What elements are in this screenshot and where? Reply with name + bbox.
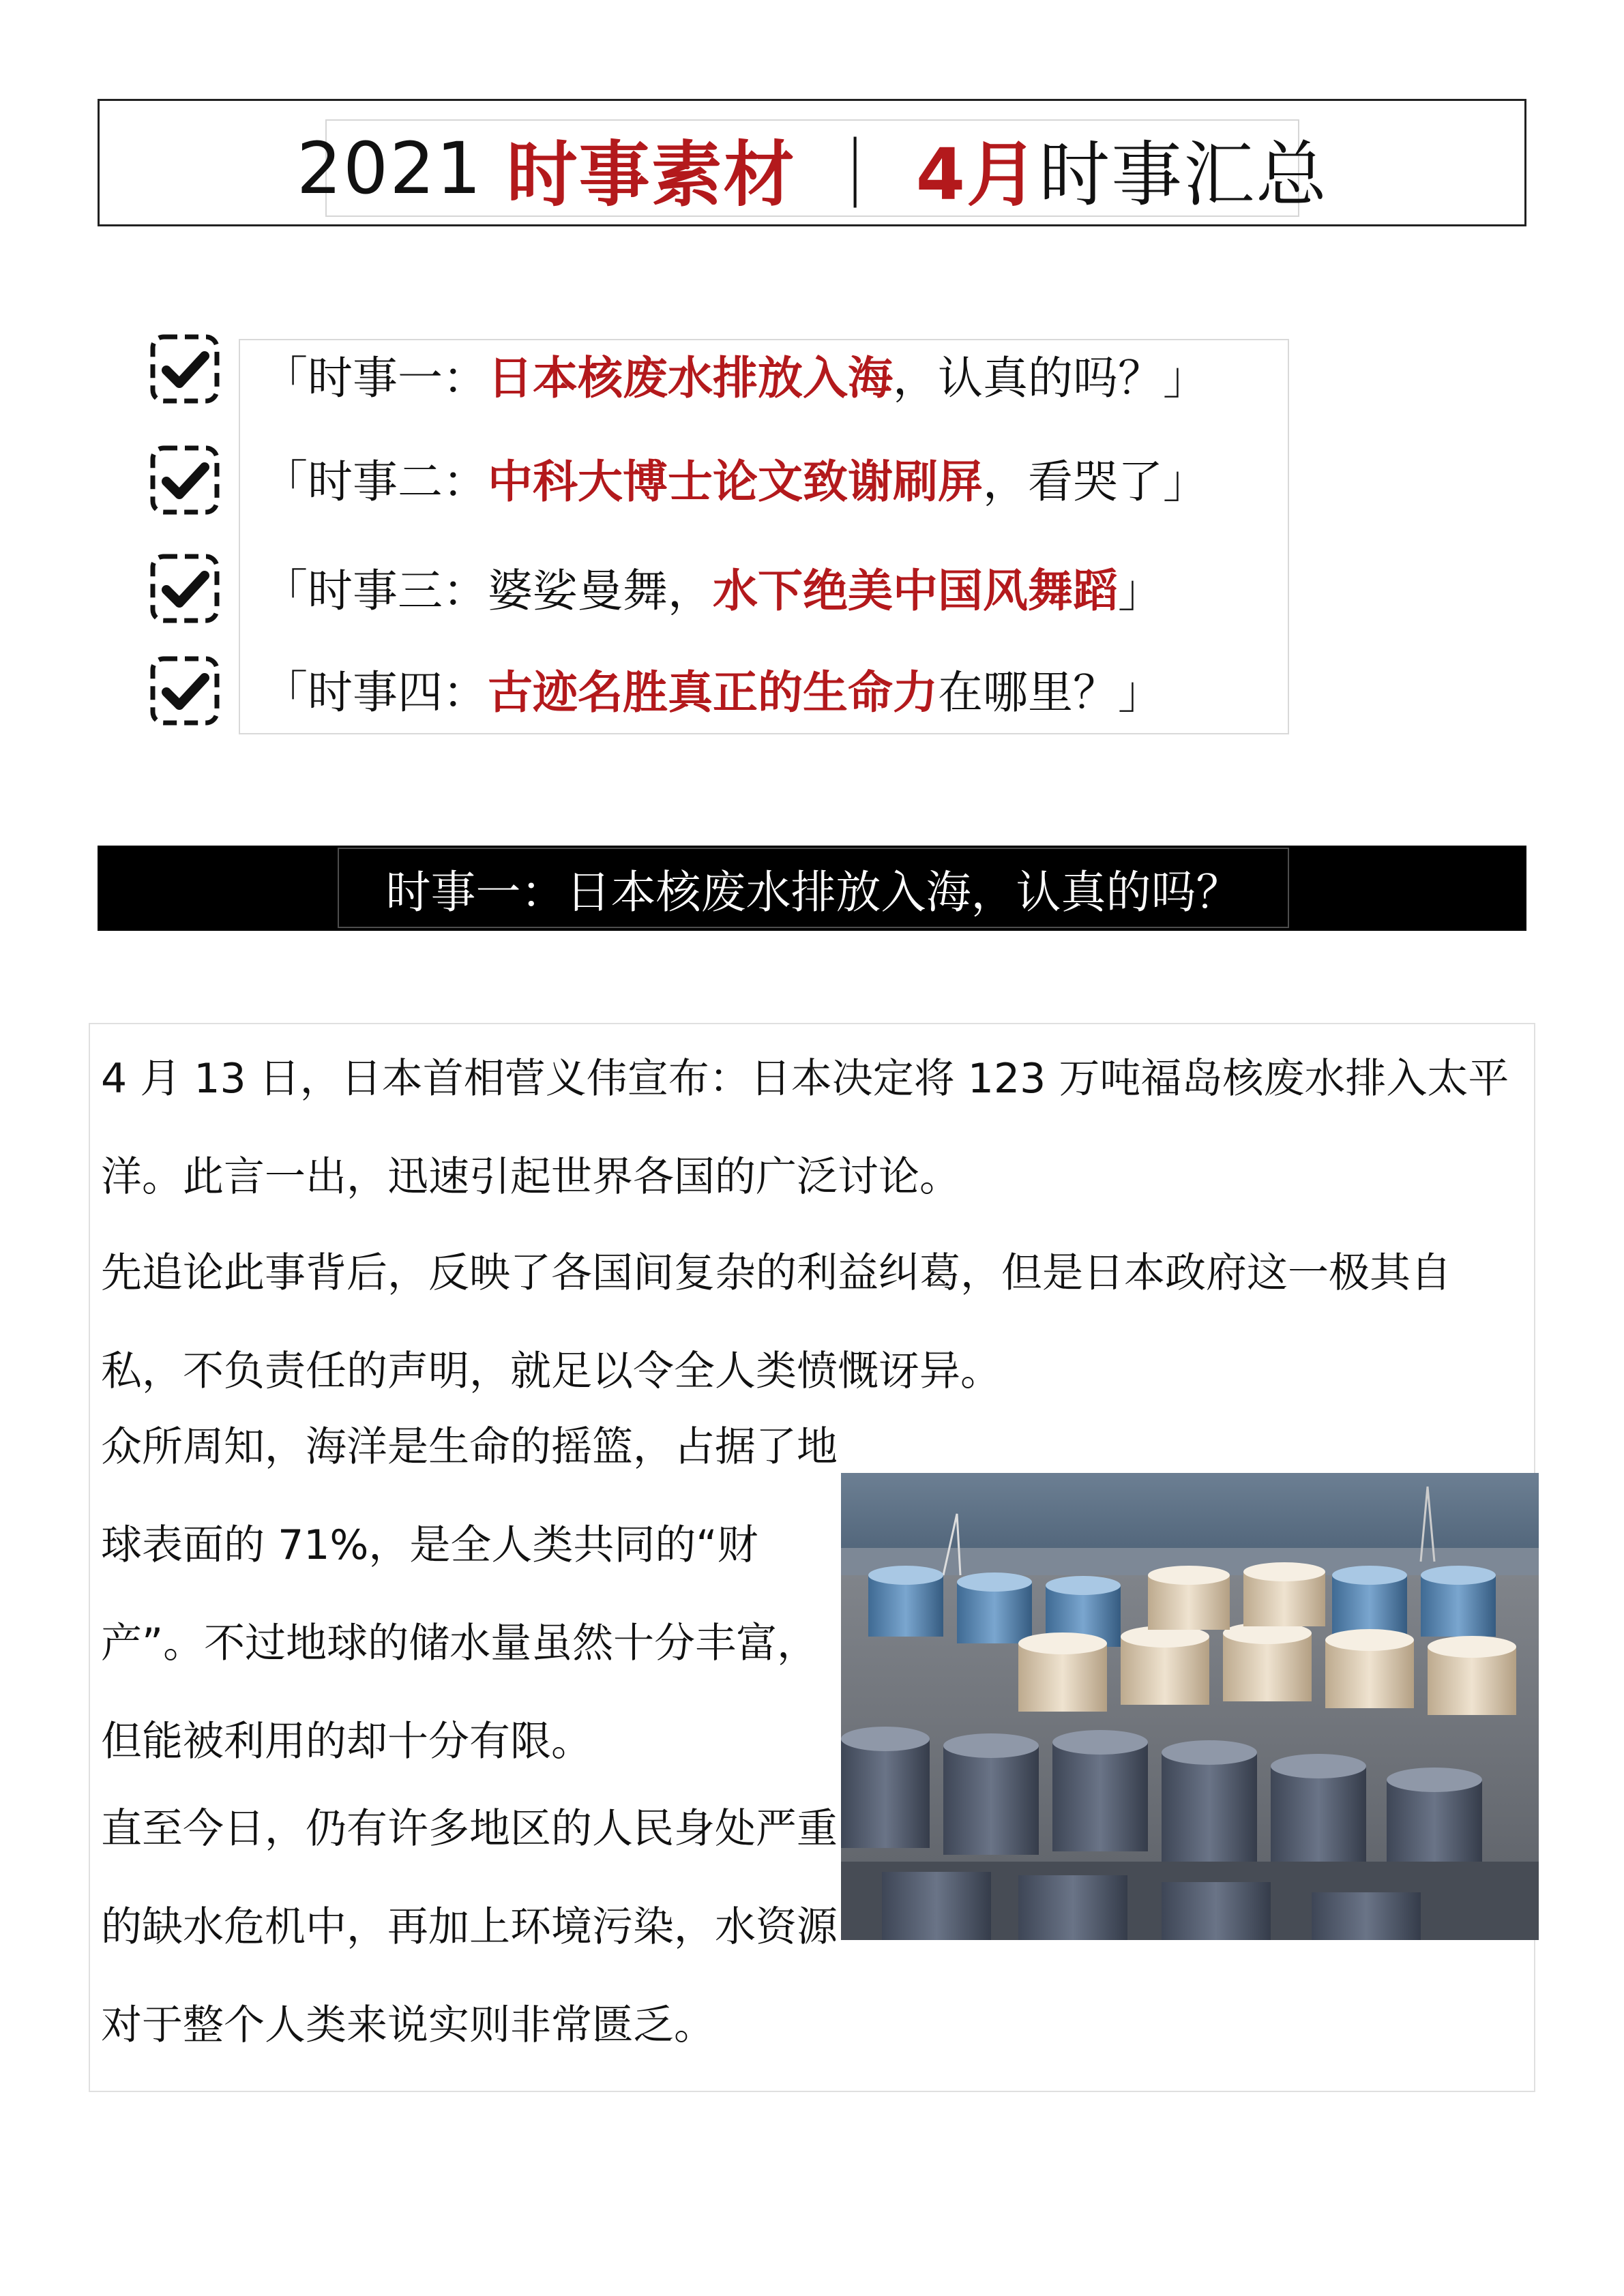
toc-item-highlight: 日本核废水排放入海	[488, 352, 893, 404]
toc-item-suffix: 在哪里？」	[938, 666, 1163, 719]
title-year: 2021	[296, 126, 483, 210]
article-paragraph-4: 直至今日，仍有许多地区的人民身处严重的缺水危机中，再加上环境污染，水资源对于整个人类来说实则非常匮乏。	[101, 1805, 838, 2049]
dashed-checkbox-icon	[149, 333, 221, 405]
title-month: 4月	[915, 132, 1039, 216]
storage-tanks-photo	[841, 1473, 1539, 1940]
toc-item-4[interactable]	[263, 666, 1163, 719]
article-paragraph-1: 4 月 13 日，日本首相菅义伟宣布：日本决定将 123 万吨福岛核废水排入太平洋。此言一出，迅速引起世界各国的广泛讨论。	[101, 1055, 1509, 1201]
toc-item-3[interactable]	[263, 565, 1163, 617]
title-separator: ｜	[819, 132, 892, 216]
toc-item-highlight: 中科大博士论文致谢刷屏	[488, 456, 983, 508]
toc-item-highlight: 古迹名胜真正的生命力	[488, 666, 938, 719]
article-paragraph-3: 众所周知，海洋是生命的摇篮，占据了地球表面的 71%，是全人类共同的“财产”。不过地球的储水量虽然十分丰富，但能被利用的却十分有限。	[101, 1423, 838, 1765]
toc-item-prefix: 「时事三：婆娑曼舞，	[263, 565, 713, 617]
title-part1: 时事素材	[506, 132, 796, 216]
toc-item-prefix: 「时事二：	[263, 456, 488, 508]
toc-item-suffix: ，认真的吗？」	[893, 352, 1208, 404]
toc-item-2[interactable]	[263, 456, 1208, 508]
dashed-checkbox-icon	[149, 444, 221, 516]
toc-item-suffix: 」	[1118, 565, 1163, 617]
dashed-checkbox-icon	[149, 655, 221, 727]
dashed-checkbox-icon	[149, 552, 221, 625]
title-part2: 时事汇总	[1039, 132, 1329, 216]
page-title	[296, 119, 1329, 217]
toc-item-1[interactable]	[263, 352, 1208, 404]
toc-item-prefix: 「时事一：	[263, 352, 488, 404]
toc-item-prefix: 「时事四：	[263, 666, 488, 719]
article-paragraph-2: 先追论此事背后，反映了各国间复杂的利益纠葛，但是日本政府这一极其自私，不负责任的声明，就足以令全人类愤慨讶异。	[101, 1249, 1451, 1395]
section-heading: 时事一：日本核废水排放入海，认真的吗？	[338, 848, 1289, 928]
toc-item-highlight: 水下绝美中国风舞蹈	[713, 565, 1118, 617]
toc-item-suffix: ，看哭了」	[983, 456, 1208, 508]
